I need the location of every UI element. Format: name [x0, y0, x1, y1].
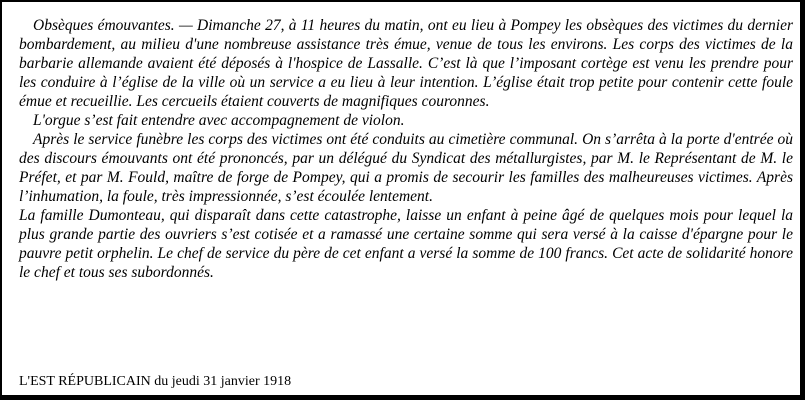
- article-body: [19, 16, 793, 282]
- article-paragraph-obseques: Obsèques émouvantes. — Dimanche 27, à 11 heures du matin, ont eu lieu à Pompey les obsèques des victimes du dernier bombardement, au milieu d'une nombreuse assistance très émue, venue de tous les environs. Les corps des victimes de la barbarie allemande avaient été déposés à l'hospice de Lassalle. C’est là que l’imposant cortège est venu les prendre pour les conduire à l’église de la ville où un service a eu lieu à leur intention. L’église était trop petite pour contenir cette foule émue et recueillie. Les cercueils étaient couverts de magnifiques couronnes.: [19, 17, 793, 110]
- article-paragraph-cimetiere: Après le service funèbre les corps des victimes ont été conduits au cimetière communal. On s’arrêta à la porte d'entrée où des discours émouvants ont été prononcés, par un délégué du Syndicat des métallurgistes, par M. le Représentant de M. le Préfet, et par M. Fould, maître de forge de Pompey, qui a promis de secourir les familles des malheureuses victimes. Après l’inhumation, la foule, très impressionnée, s’est écoulée lentement.: [19, 131, 793, 205]
- source-citation: [19, 373, 291, 390]
- article-paragraph-orgue: L'orgue s’est fait entendre avec accompagnement de violon.: [33, 112, 405, 129]
- source-date: du jeudi 31 janvier 1918: [154, 374, 292, 389]
- source-publication: L'EST RÉPUBLICAIN: [19, 374, 151, 389]
- article-paragraph-famille: La famille Dumonteau, qui disparaît dans cette catastrophe, laisse un enfant à peine âgé de quelques mois pour lequel la plus grande partie des ouvriers s’est cotisée et a ramassé une certaine somme qui sera versé à la caisse d'épargne pour le pauvre petit orphelin. Le chef de service du père de cet enfant a versé la somme de 100 francs. Cet acte de solidarité honore le chef et tous ses subordonnés.: [19, 207, 793, 281]
